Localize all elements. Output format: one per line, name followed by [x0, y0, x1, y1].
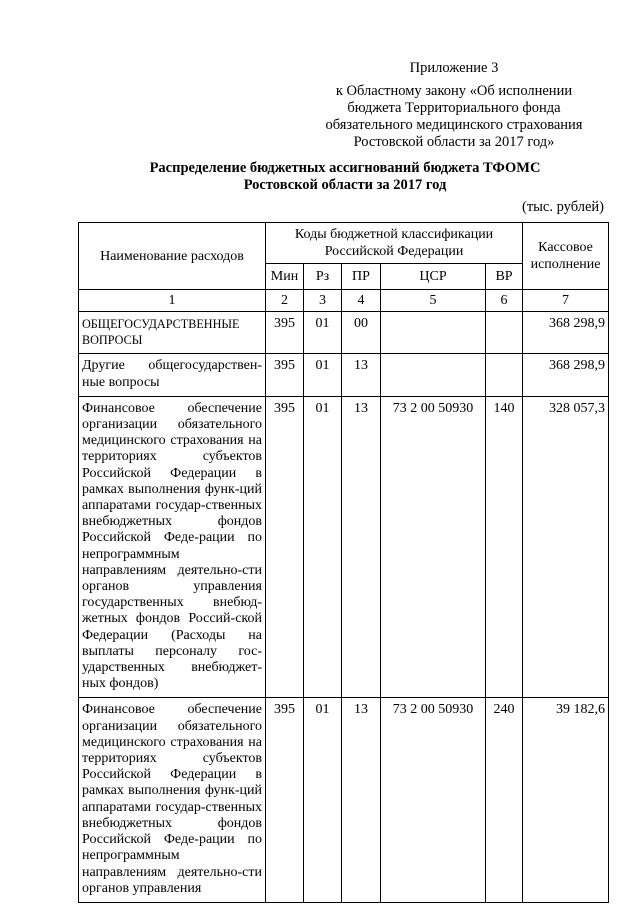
row-amount: 328 057,3: [523, 396, 609, 698]
row-min: 395: [266, 698, 304, 902]
document-title: [80, 160, 610, 194]
row-vr: 240: [486, 698, 523, 902]
row-pr: 13: [342, 396, 381, 698]
row-rz: 01: [304, 396, 342, 698]
header-codes-group: Коды бюджетной классификации Российской Федерации: [266, 223, 523, 264]
row-csr: 73 2 00 50930: [381, 698, 486, 902]
column-number: 7: [523, 290, 609, 312]
budget-table: [78, 222, 609, 903]
header-vr: ВР: [486, 264, 523, 290]
table-row: [79, 354, 609, 396]
row-rz: 01: [304, 312, 342, 354]
row-min: 395: [266, 396, 304, 698]
row-csr: [381, 312, 486, 354]
appendix-line: бюджета Территориального фонда: [347, 100, 561, 116]
units-label: (тыс. рублей): [522, 199, 604, 215]
row-amount: 39 182,6: [523, 698, 609, 902]
row-name: Финансовое обеспечение организации обязательного медицинского страхования на территориях субъектов Российской Федерации в рамках выполнения функ-ций аппаратами государ-ственных внебюджетных фондов Российской Феде-рации по непрограммным направлениям деятельно-сти органов управления: [79, 698, 266, 902]
title-line-1: Распределение бюджетных ассигнований бюджета ТФОМС: [149, 160, 541, 176]
row-rz: 01: [304, 354, 342, 396]
appendix-line: Ростовской области за 2017 год»: [353, 134, 555, 150]
row-vr: [486, 312, 523, 354]
row-vr: 140: [486, 396, 523, 698]
table-row: [79, 312, 609, 354]
header-pr: ПР: [342, 264, 381, 290]
column-number: 4: [342, 290, 381, 312]
appendix-note: [304, 60, 604, 151]
header-rz: Рз: [304, 264, 342, 290]
header-name: Наименование расходов: [79, 223, 266, 290]
table-row: [79, 396, 609, 698]
appendix-line: обязательного медицинского страхования: [325, 117, 583, 133]
row-vr: [486, 354, 523, 396]
appendix-heading: Приложение 3: [409, 60, 499, 76]
title-line-2: Ростовской области за 2017 год: [243, 177, 447, 193]
column-number: 3: [304, 290, 342, 312]
appendix-line: к Областному закону «Об исполнении: [335, 83, 573, 99]
column-number-row: [79, 290, 609, 312]
row-amount: 368 298,9: [523, 354, 609, 396]
row-min: 395: [266, 312, 304, 354]
row-name: Другие общегосударствен-ные вопросы: [79, 354, 266, 396]
row-min: 395: [266, 354, 304, 396]
row-name: ОБЩЕГОСУДАРСТВЕННЫЕ ВОПРОСЫ: [79, 312, 266, 354]
column-number: 6: [486, 290, 523, 312]
column-number: 2: [266, 290, 304, 312]
row-amount: 368 298,9: [523, 312, 609, 354]
row-pr: 13: [342, 354, 381, 396]
column-number: 1: [79, 290, 266, 312]
header-execution: Кассовое исполнение: [523, 223, 609, 290]
header-min: Мин: [266, 264, 304, 290]
table-row: [79, 698, 609, 902]
row-pr: 00: [342, 312, 381, 354]
column-number: 5: [381, 290, 486, 312]
row-csr: [381, 354, 486, 396]
row-name: Финансовое обеспечение организации обязательного медицинского страхования на территориях субъектов Российской Федерации в рамках выполнения функ-ций аппаратами государ-ственных внебюджетных фондов Российской Феде-рации по непрограммным направлениям деятельно-сти органов управления государственных внебюд-жетных фондов Россий-ской Федерации (Расходы на выплаты персоналу гос-ударственных внебюджет-ных фондов): [79, 396, 266, 698]
header-csr: ЦСР: [381, 264, 486, 290]
row-pr: 13: [342, 698, 381, 902]
row-csr: 73 2 00 50930: [381, 396, 486, 698]
row-rz: 01: [304, 698, 342, 902]
